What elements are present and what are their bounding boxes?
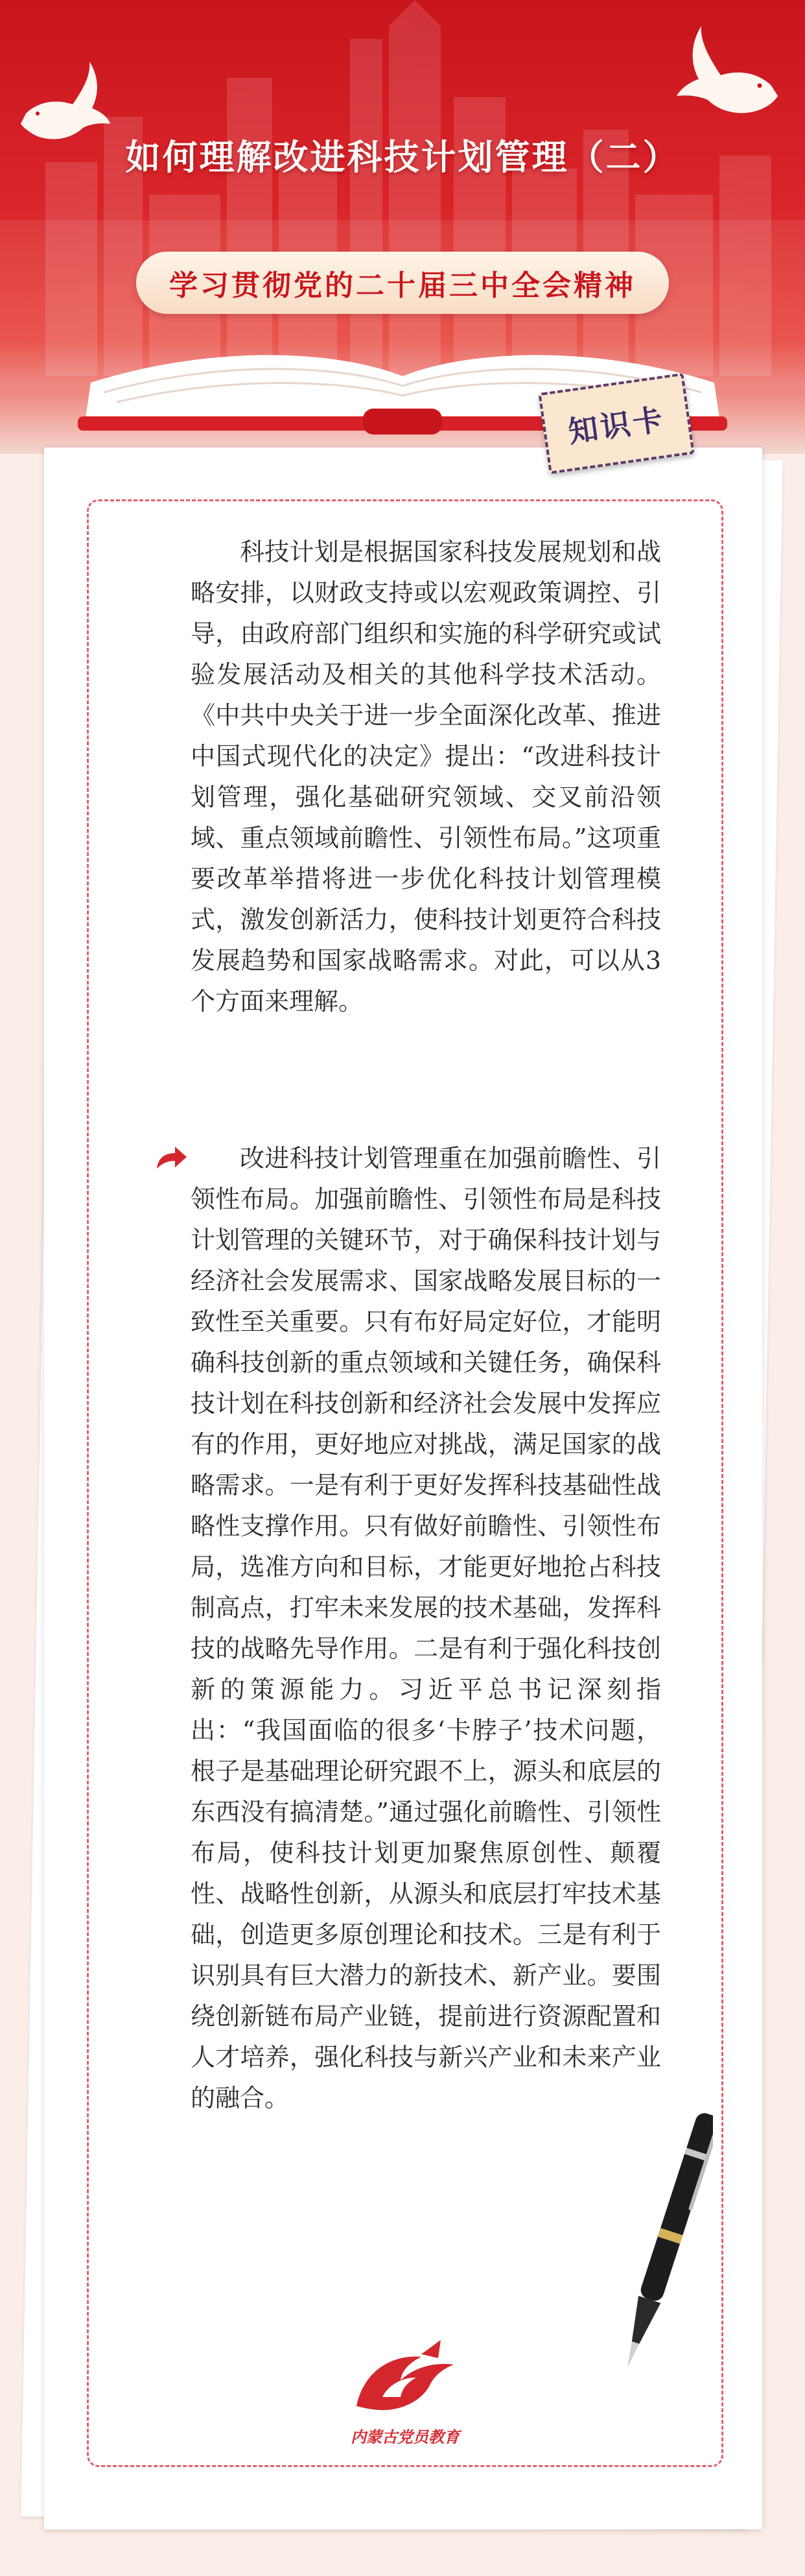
arrow-icon xyxy=(154,1145,188,1171)
logo-icon xyxy=(344,2335,467,2426)
subtitle: 学习贯彻党的二十届三中全会精神 xyxy=(169,269,636,302)
subtitle-banner xyxy=(136,252,669,314)
pen-icon xyxy=(622,2101,713,2387)
badge-label: 知识卡 xyxy=(566,401,668,450)
page-title: 如何理解改进科技计划管理（二） xyxy=(125,137,680,178)
logo-text: 内蒙古党员教育 xyxy=(351,2428,460,2446)
paragraph-section-1: 改进科技计划管理重在加强前瞻性、引领性布局。加强前瞻性、引领性布局是科技计划管理的关键环节，对于确保科技计划与经济社会发展需求、国家战略发展目标的一致性至关重要。只有布好局定好位，才能明确科技创新的重点领域和关键任务，确保科技计划在科技创新和经济社会发展中发挥应有的作用，更好地应对挑战，满足国家的战略需求。一是有利于更好发挥科技基础性战略性支撑作用。只有做好前瞻性、引领性布局，选准方向和目标，才能更好地抢占科技制高点，打牢未来发展的技术基础，发挥科技的战略先导作用。二是有利于强化科技创新的策源能力。习近平总书记深刻指出：“我国面临的很多‘卡脖子’技术问题，根子是基础理论研究跟不上，源头和底层的东西没有搞清楚。”通过强化前瞻性、引领性布局，使科技计划更加聚焦原创性、颠覆性、战略性创新，从源头和底层打牢技术基础，创造更多原创理论和技术。三是有利于识别具有巨大潜力的新技术、新产业。要围绕创新链布局产业链，提前进行资源配置和人才培养，强化科技与新兴产业和未来产业的融合。 xyxy=(191,1144,661,2112)
paragraph-intro: 科技计划是根据国家科技发展规划和战略安排，以财政支持或以宏观政策调控、引导，由政府部门组织和实施的科学研究或试验发展活动及相关的其他科学技术活动。《中共中央关于进一步全面深化改革、推进中国式现代化的决定》提出：“改进科技计划管理，强化基础研究领域、交叉前沿领域、重点领域前瞻性、引领性布局。”这项重要改革举措将进一步优化科技计划管理模式，激发创新活力，使科技计划更符合科技发展趋势和国家战略需求。对此，可以从3个方面来理解。 xyxy=(191,538,661,1016)
dove-icon xyxy=(674,26,784,123)
